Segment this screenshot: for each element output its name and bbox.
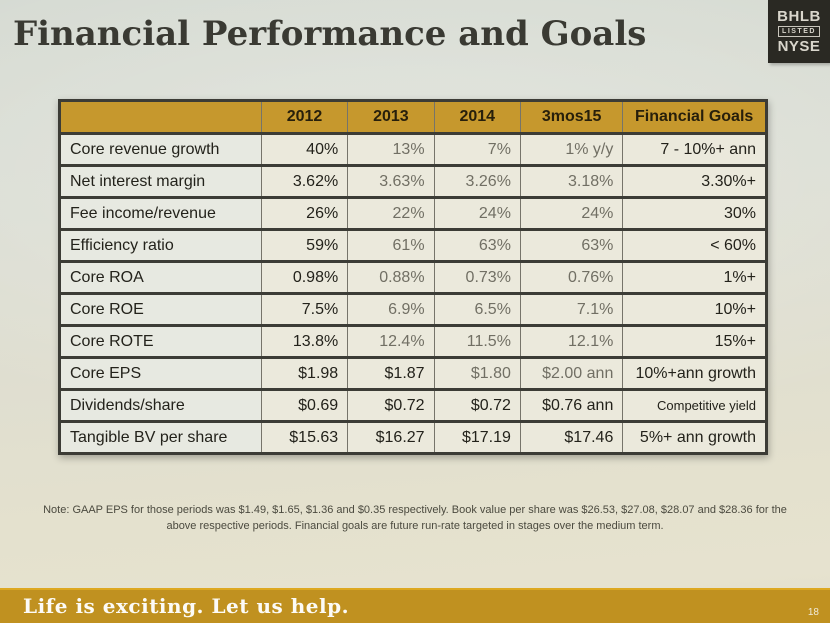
- table-cell: $0.72: [348, 390, 434, 422]
- table-row: [60, 166, 767, 198]
- table-cell: 3.63%: [348, 166, 434, 198]
- table-cell: 63%: [520, 230, 622, 262]
- badge-listed-label: LISTED: [778, 26, 820, 37]
- table-row: [60, 262, 767, 294]
- table-cell: 61%: [348, 230, 434, 262]
- table-cell: 3.18%: [520, 166, 622, 198]
- page-number: 18: [807, 607, 819, 618]
- table-cell: Competitive yield: [623, 390, 767, 422]
- table-row: [60, 326, 767, 358]
- table-cell: 3.30%+: [623, 166, 767, 198]
- table-cell: 1%+: [623, 262, 767, 294]
- financial-performance-table: [58, 99, 768, 455]
- table-cell: $0.72: [434, 390, 520, 422]
- table-cell: 0.73%: [434, 262, 520, 294]
- table-cell: 6.5%: [434, 294, 520, 326]
- table-cell: 3.26%: [434, 166, 520, 198]
- header-cell-2013: 2013: [348, 101, 434, 134]
- table-cell: $16.27: [348, 422, 434, 454]
- table-cell: 12.4%: [348, 326, 434, 358]
- row-label: Core revenue growth: [60, 134, 262, 166]
- row-label: Core EPS: [60, 358, 262, 390]
- table-cell: 7 - 10%+ ann: [623, 134, 767, 166]
- table-cell: 59%: [261, 230, 347, 262]
- table-cell: 0.98%: [261, 262, 347, 294]
- table-cell: 63%: [434, 230, 520, 262]
- table-row: [60, 198, 767, 230]
- badge-exchange: NYSE: [777, 37, 821, 55]
- tagline: Life is exciting. Let us help.: [23, 594, 350, 618]
- row-label: Core ROTE: [60, 326, 262, 358]
- row-label: Fee income/revenue: [60, 198, 262, 230]
- table-cell: $0.76 ann: [520, 390, 622, 422]
- footnote: Note: GAAP EPS for those periods was $1.49, $1.65, $1.36 and $0.35 respectively. Book value per share was $26.53, $27.08, $28.07 and $28.36 for the above respective periods. Financial goals are future run-rate targeted in stages over the medium term.: [43, 504, 787, 532]
- table-row: [60, 390, 767, 422]
- row-label: Tangible BV per share: [60, 422, 262, 454]
- header-cell-blank: [60, 101, 262, 134]
- table-cell: $1.80: [434, 358, 520, 390]
- table-cell: 11.5%: [434, 326, 520, 358]
- header-cell-2014: 2014: [434, 101, 520, 134]
- table-cell: $2.00 ann: [520, 358, 622, 390]
- table-cell: 7.5%: [261, 294, 347, 326]
- nyse-listed-badge: [768, 0, 830, 63]
- table-cell: 24%: [520, 198, 622, 230]
- table-cell: $17.46: [520, 422, 622, 454]
- table-cell: 1% y/y: [520, 134, 622, 166]
- table-cell: 7%: [434, 134, 520, 166]
- table-cell: 13.8%: [261, 326, 347, 358]
- table-header-row: [60, 101, 767, 134]
- table-cell: < 60%: [623, 230, 767, 262]
- page-title: Financial Performance and Goals: [13, 14, 647, 54]
- table-cell: 12.1%: [520, 326, 622, 358]
- table-cell: 13%: [348, 134, 434, 166]
- table-row: [60, 358, 767, 390]
- table-cell: 40%: [261, 134, 347, 166]
- table-cell: 30%: [623, 198, 767, 230]
- table-cell: $1.87: [348, 358, 434, 390]
- table-cell: 10%+ann growth: [623, 358, 767, 390]
- header-cell-3mos15: 3mos15: [520, 101, 622, 134]
- table-cell: 0.76%: [520, 262, 622, 294]
- table-cell: 7.1%: [520, 294, 622, 326]
- table-row: [60, 294, 767, 326]
- table-row: [60, 422, 767, 454]
- table-cell: 10%+: [623, 294, 767, 326]
- table-cell: 0.88%: [348, 262, 434, 294]
- badge-ticker: BHLB: [777, 8, 821, 26]
- table-cell: $17.19: [434, 422, 520, 454]
- table-cell: 26%: [261, 198, 347, 230]
- table-cell: 5%+ ann growth: [623, 422, 767, 454]
- row-label: Net interest margin: [60, 166, 262, 198]
- table-cell: 3.62%: [261, 166, 347, 198]
- header-cell-financial-goals: Financial Goals: [623, 101, 767, 134]
- table-cell: 15%+: [623, 326, 767, 358]
- table-row: [60, 134, 767, 166]
- row-label: Core ROA: [60, 262, 262, 294]
- table-cell: 24%: [434, 198, 520, 230]
- table-cell: $1.98: [261, 358, 347, 390]
- table-cell: 22%: [348, 198, 434, 230]
- table-cell: 6.9%: [348, 294, 434, 326]
- row-label: Efficiency ratio: [60, 230, 262, 262]
- header-cell-2012: 2012: [261, 101, 347, 134]
- row-label: Dividends/share: [60, 390, 262, 422]
- table-cell: $15.63: [261, 422, 347, 454]
- table-row: [60, 230, 767, 262]
- table-cell: $0.69: [261, 390, 347, 422]
- row-label: Core ROE: [60, 294, 262, 326]
